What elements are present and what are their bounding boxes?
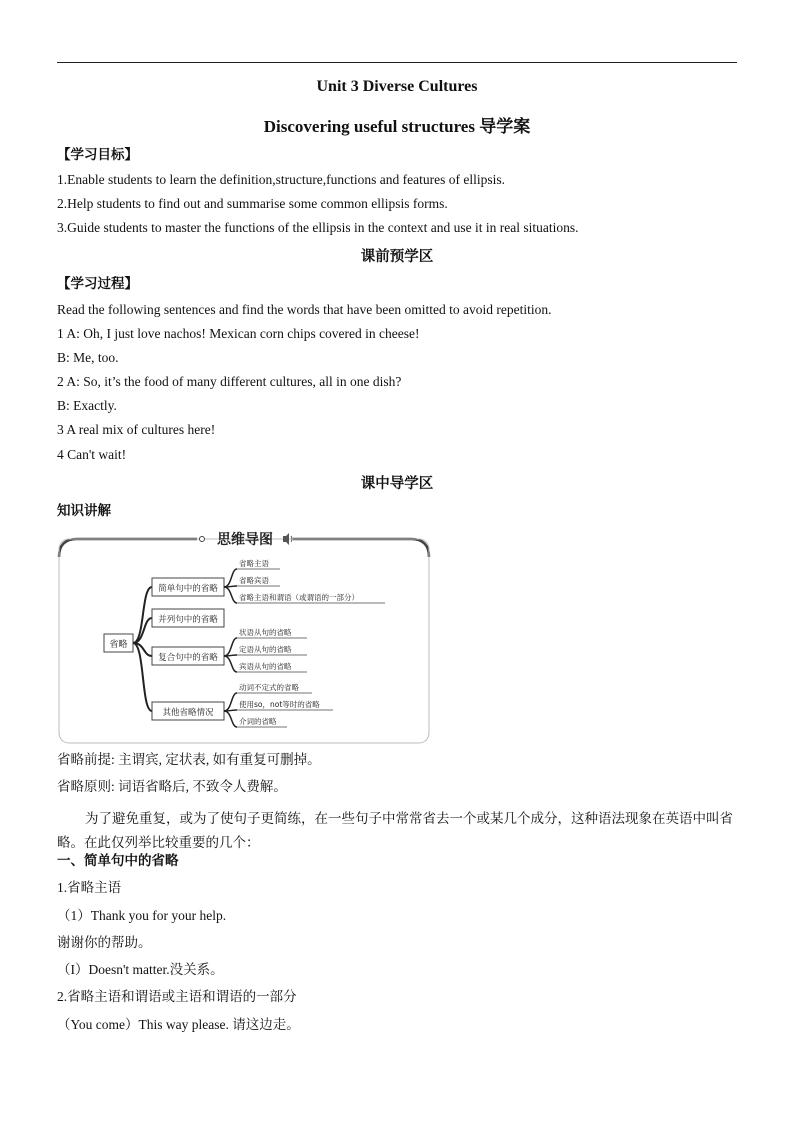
leaf-3-1: 状语从句的省略 [239, 628, 292, 637]
leaf-1-3: 省略主语和谓语（或谓语的一部分） [239, 593, 359, 602]
leaf-4-2: 使用so，not等时的省略 [239, 700, 320, 709]
intro-paragraph: 为了避免重复，或为了使句子更简练，在一些句子中常常省去一个或某几个成分，这种语法现象在英语中叫省略。在此仅列举比较重要的几个： [57, 811, 733, 850]
dialogue-line-2: B: Me, too. [57, 350, 119, 365]
section-1-title: 一、简单句中的省略 [57, 853, 179, 868]
preview-instruction: Read the following sentences and find the words that have been omitted to avoid repetition. [57, 302, 552, 317]
dialogue-line-6: 4 Can't wait! [57, 447, 127, 462]
top-rule [57, 62, 737, 63]
objective-item-3: 3.Guide students to master the functions of the ellipsis in the context and use it in real situations. [57, 220, 579, 235]
leaf-1-2: 省略宾语 [239, 576, 269, 585]
document-subtitle: Discovering useful structures 导学案 [263, 117, 531, 136]
mindmap-root: 省略 [109, 640, 128, 650]
principle-text: 省略原则: 词语省略后, 不致令人费解。 [57, 779, 287, 794]
branch-2-label: 并列句中的省略 [158, 615, 218, 625]
leaf-4-1: 动词不定式的省略 [239, 683, 299, 692]
leaf-3-3: 宾语从句的省略 [239, 662, 292, 671]
example-1-cn: 谢谢你的帮助。 [57, 935, 152, 950]
knowledge-heading: 知识讲解 [57, 503, 111, 518]
branch-4-label: 其他省略情况 [162, 708, 214, 718]
preview-section-title: 课前预学区 [360, 249, 434, 265]
item-2-title: 2.省略主语和谓语或主语和谓语的一部分 [57, 989, 297, 1004]
objective-item-1: 1.Enable students to learn the definition,structure,functions and features of ellipsis. [57, 172, 506, 187]
objective-item-2: 2.Help students to find out and summarise some common ellipsis forms. [57, 196, 448, 211]
premise-text: 省略前提: 主谓宾, 定状表, 如有重复可删掉。 [57, 752, 321, 767]
leaf-3-2: 定语从句的省略 [239, 645, 292, 654]
objectives-heading: 【学习目标】 [57, 147, 138, 162]
leaf-4-3: 介词的省略 [239, 717, 277, 726]
example-3: （You come）This way please. 请这边走。 [57, 1017, 300, 1032]
mindmap [57, 527, 433, 745]
item-1-title: 1.省略主语 [57, 880, 122, 895]
process-heading: 【学习过程】 [57, 276, 138, 291]
example-1-en: （1）Thank you for your help. [57, 908, 227, 923]
dialogue-line-4: B: Exactly. [57, 398, 117, 413]
example-2: （I）Doesn't matter.没关系。 [57, 962, 224, 977]
document-title: Unit 3 Diverse Cultures [316, 78, 478, 95]
dialogue-line-3: 2 A: So, it’s the food of many different cultures, all in one dish? [57, 374, 402, 389]
dialogue-line-5: 3 A real mix of cultures here! [57, 422, 216, 437]
branch-3-label: 复合句中的省略 [158, 653, 218, 663]
class-section-title: 课中导学区 [360, 476, 434, 492]
branch-1-label: 简单句中的省略 [158, 584, 218, 594]
mindmap-title: 思维导图 [217, 532, 273, 548]
leaf-1-1: 省略主语 [239, 559, 269, 568]
dialogue-line-1: 1 A: Oh, I just love nachos! Mexican corn chips covered in cheese! [57, 326, 420, 341]
